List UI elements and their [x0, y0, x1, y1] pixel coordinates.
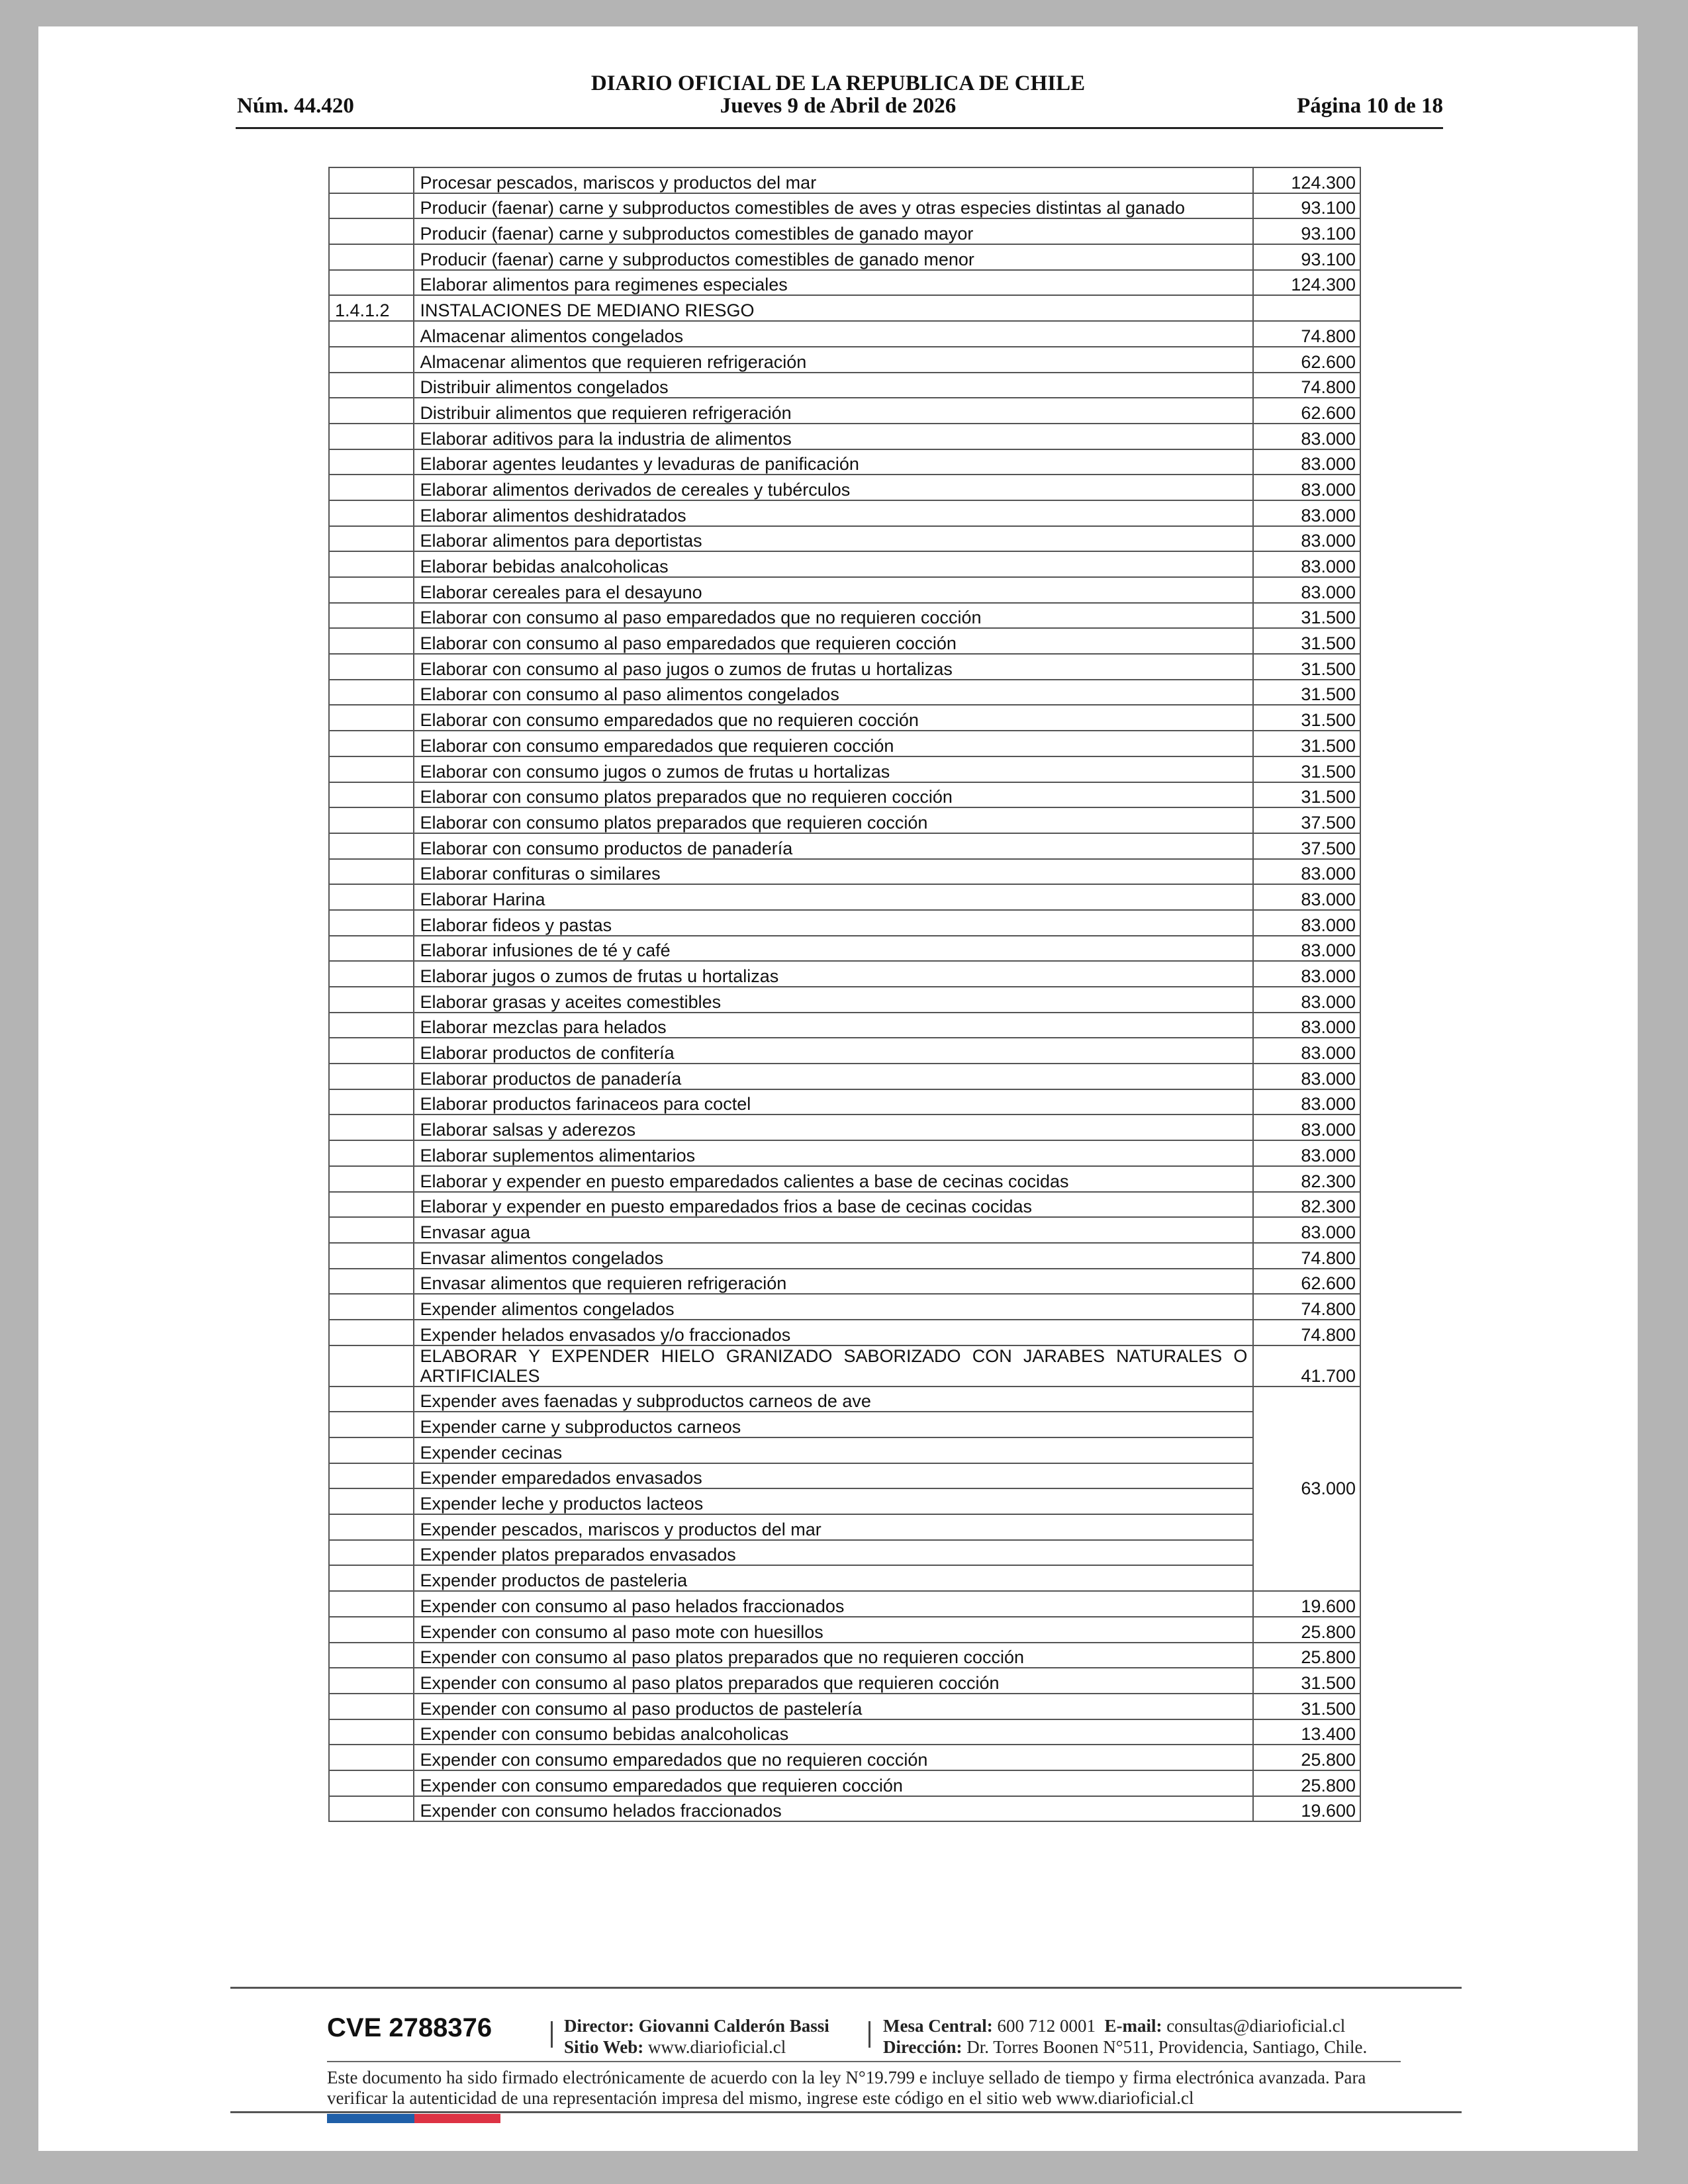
table-row [329, 551, 1360, 577]
table-row [329, 1013, 1360, 1038]
row-description: Elaborar aditivos para la industria de alimentos [414, 424, 1253, 449]
table-row [329, 961, 1360, 987]
table-row [329, 833, 1360, 859]
table-row [329, 884, 1360, 910]
row-code [329, 398, 414, 424]
table-row [329, 1269, 1360, 1295]
row-code [329, 705, 414, 731]
row-description: Procesar pescados, mariscos y productos del mar [414, 167, 1253, 193]
row-code [329, 1565, 414, 1591]
row-value: 93.100 [1253, 218, 1360, 244]
row-code [329, 1013, 414, 1038]
table-row [329, 424, 1360, 449]
row-code [329, 1694, 414, 1719]
row-value: 83.000 [1253, 424, 1360, 449]
row-description: Expender helados envasados y/o fraccionados [414, 1320, 1253, 1345]
footer-divider-bottom [230, 2111, 1462, 2113]
table-row [329, 449, 1360, 475]
row-value [1253, 295, 1360, 321]
row-value: 83.000 [1253, 1038, 1360, 1064]
row-value: 82.300 [1253, 1192, 1360, 1218]
row-description: Expender pescados, mariscos y productos del mar [414, 1514, 1253, 1540]
issue-number: Núm. 44.420 [237, 94, 354, 118]
email-label: E-mail: [1104, 2016, 1162, 2036]
table-row [329, 1089, 1360, 1115]
row-description: Elaborar grasas y aceites comestibles [414, 987, 1253, 1013]
row-description: Envasar alimentos que requieren refrigeración [414, 1269, 1253, 1295]
row-description: Elaborar jugos o zumos de frutas u hortalizas [414, 961, 1253, 987]
row-value: 25.800 [1253, 1745, 1360, 1770]
table-row [329, 1668, 1360, 1694]
table-row [329, 1719, 1360, 1745]
table-row [329, 321, 1360, 347]
row-value: 83.000 [1253, 577, 1360, 603]
table-row [329, 1345, 1360, 1387]
table-row [329, 167, 1360, 193]
gazette-title: DIARIO OFICIAL DE LA REPUBLICA DE CHILE [590, 71, 1086, 95]
row-description: Expender platos preparados envasados [414, 1540, 1253, 1566]
row-code [329, 859, 414, 885]
row-description: Expender alimentos congelados [414, 1294, 1253, 1320]
row-code [329, 910, 414, 936]
row-code [329, 1745, 414, 1770]
row-code [329, 449, 414, 475]
table-row [329, 1796, 1360, 1822]
row-code [329, 1064, 414, 1089]
row-description: Expender con consumo al paso platos preparados que requieren cocción [414, 1668, 1253, 1694]
row-value: 13.400 [1253, 1719, 1360, 1745]
table-row [329, 347, 1360, 373]
flag-stripe-blue [327, 2114, 414, 2123]
row-description: Elaborar alimentos derivados de cereales y tubérculos [414, 475, 1253, 500]
row-description: Elaborar productos farinaceos para coctel [414, 1089, 1253, 1115]
row-code [329, 1591, 414, 1617]
row-code [329, 321, 414, 347]
row-description: Expender con consumo emparedados que requieren cocción [414, 1770, 1253, 1796]
row-value: 82.300 [1253, 1166, 1360, 1192]
row-value: 19.600 [1253, 1591, 1360, 1617]
row-value: 74.800 [1253, 1294, 1360, 1320]
row-description: Expender con consumo al paso platos preparados que no requieren cocción [414, 1643, 1253, 1668]
row-description: Producir (faenar) carne y subproductos comestibles de aves y otras especies distintas al ganado [414, 193, 1253, 219]
row-value: 62.600 [1253, 1269, 1360, 1295]
row-code [329, 1217, 414, 1243]
table-row [329, 910, 1360, 936]
row-code [329, 1770, 414, 1796]
row-value: 83.000 [1253, 1089, 1360, 1115]
row-value: 83.000 [1253, 475, 1360, 500]
table-row [329, 1038, 1360, 1064]
row-code [329, 680, 414, 705]
address-line [883, 2037, 1367, 2058]
row-description: Elaborar con consumo emparedados que no requieren cocción [414, 705, 1253, 731]
table-row [329, 1320, 1360, 1345]
row-description: Elaborar fideos y pastas [414, 910, 1253, 936]
row-code [329, 1514, 414, 1540]
table-row [329, 1591, 1360, 1617]
row-value: 31.500 [1253, 731, 1360, 756]
table-row [329, 475, 1360, 500]
row-description: Elaborar con consumo al paso emparedados que no requieren cocción [414, 603, 1253, 629]
row-code [329, 782, 414, 808]
row-description: Elaborar cereales para el desayuno [414, 577, 1253, 603]
director-label: Director: [564, 2016, 634, 2036]
row-code [329, 1463, 414, 1489]
row-value: 31.500 [1253, 628, 1360, 654]
rates-table-body [329, 167, 1360, 1821]
table-row [329, 373, 1360, 398]
website-link[interactable]: www.diarioficial.cl [648, 2037, 786, 2057]
row-code [329, 1294, 414, 1320]
row-value: 31.500 [1253, 680, 1360, 705]
table-row [329, 500, 1360, 526]
table-row [329, 244, 1360, 270]
row-description: Envasar alimentos congelados [414, 1243, 1253, 1269]
row-code [329, 833, 414, 859]
row-code [329, 244, 414, 270]
table-row [329, 936, 1360, 962]
table-row [329, 1540, 1360, 1566]
row-description: Almacenar alimentos congelados [414, 321, 1253, 347]
row-description: Elaborar suplementos alimentarios [414, 1140, 1253, 1166]
table-row [329, 1437, 1360, 1463]
table-row [329, 270, 1360, 296]
row-value: 31.500 [1253, 705, 1360, 731]
row-value: 74.800 [1253, 1243, 1360, 1269]
table-row [329, 756, 1360, 782]
row-value: 83.000 [1253, 1064, 1360, 1089]
group-value: 63.000 [1253, 1387, 1360, 1592]
table-row [329, 1770, 1360, 1796]
table-row [329, 1192, 1360, 1218]
table-row [329, 1166, 1360, 1192]
row-code [329, 884, 414, 910]
row-value: 124.300 [1253, 270, 1360, 296]
row-value: 25.800 [1253, 1643, 1360, 1668]
row-description: Expender con consumo al paso productos de pastelería [414, 1694, 1253, 1719]
row-code [329, 807, 414, 833]
row-code [329, 1617, 414, 1643]
table-row [329, 1643, 1360, 1668]
row-description: Elaborar Harina [414, 884, 1253, 910]
row-value: 19.600 [1253, 1796, 1360, 1822]
row-code [329, 270, 414, 296]
row-value: 62.600 [1253, 398, 1360, 424]
row-code [329, 1089, 414, 1115]
row-code: 1.4.1.2 [329, 295, 414, 321]
row-code [329, 961, 414, 987]
row-value: 37.500 [1253, 807, 1360, 833]
table-row [329, 1565, 1360, 1591]
table-row [329, 1294, 1360, 1320]
rates-table [328, 167, 1361, 1822]
table-row [329, 1243, 1360, 1269]
row-value: 83.000 [1253, 884, 1360, 910]
row-description: Elaborar con consumo productos de panadería [414, 833, 1253, 859]
table-row [329, 398, 1360, 424]
row-value: 74.800 [1253, 373, 1360, 398]
website-label: Sitio Web: [564, 2037, 644, 2057]
row-description: Elaborar confituras o similares [414, 859, 1253, 885]
row-value: 83.000 [1253, 526, 1360, 552]
table-row [329, 705, 1360, 731]
row-code [329, 551, 414, 577]
table-row [329, 1694, 1360, 1719]
phone-label: Mesa Central: [883, 2016, 993, 2036]
issue-date: Jueves 9 de Abril de 2026 [720, 94, 957, 118]
row-code [329, 1412, 414, 1437]
website-line [564, 2037, 786, 2058]
row-code [329, 936, 414, 962]
row-code [329, 500, 414, 526]
table-row [329, 1387, 1360, 1412]
row-code [329, 1243, 414, 1269]
row-code [329, 193, 414, 219]
row-description: Elaborar y expender en puesto emparedados calientes a base de cecinas cocidas [414, 1166, 1253, 1192]
row-code [329, 731, 414, 756]
table-row [329, 807, 1360, 833]
row-value: 41.700 [1253, 1345, 1360, 1387]
row-value: 37.500 [1253, 833, 1360, 859]
row-description: Expender con consumo emparedados que no requieren cocción [414, 1745, 1253, 1770]
row-code [329, 1140, 414, 1166]
row-value: 31.500 [1253, 654, 1360, 680]
row-value: 83.000 [1253, 500, 1360, 526]
row-value: 83.000 [1253, 859, 1360, 885]
row-code [329, 987, 414, 1013]
director-name: Giovanni Calderón Bassi [638, 2016, 829, 2036]
row-description: Elaborar con consumo platos preparados que no requieren cocción [414, 782, 1253, 808]
row-description: Expender aves faenadas y subproductos carneos de ave [414, 1387, 1253, 1412]
row-description: ELABORAR Y EXPENDER HIELO GRANIZADO SABORIZADO CON JARABES NATURALES O ARTIFICIALES [414, 1345, 1253, 1387]
row-description: Expender leche y productos lacteos [414, 1488, 1253, 1514]
row-code [329, 1387, 414, 1412]
row-code [329, 654, 414, 680]
row-description: Elaborar con consumo al paso alimentos congelados [414, 680, 1253, 705]
signature-note: Este documento ha sido firmado electrónicamente de acuerdo con la ley N°19.799 e incluye sellado de tiempo y firma electrónica avanzada. Para verificar la autenticidad de una representación impresa del mismo, ingrese este código en el sitio web www.diarioficial.cl [327, 2068, 1366, 2108]
table-row [329, 1140, 1360, 1166]
row-code [329, 756, 414, 782]
address-text: Dr. Torres Boonen N°511, Providencia, Santiago, Chile. [966, 2037, 1368, 2057]
row-value: 25.800 [1253, 1617, 1360, 1643]
row-description: Expender productos de pasteleria [414, 1565, 1253, 1591]
row-code [329, 475, 414, 500]
row-code [329, 1796, 414, 1822]
table-row [329, 193, 1360, 219]
row-value: 93.100 [1253, 244, 1360, 270]
row-code [329, 1488, 414, 1514]
table-row [329, 577, 1360, 603]
director-line [564, 2016, 829, 2036]
footer-divider-middle [327, 2061, 1401, 2062]
row-code [329, 628, 414, 654]
row-description: Distribuir alimentos que requieren refrigeración [414, 398, 1253, 424]
table-row [329, 782, 1360, 808]
row-code [329, 1668, 414, 1694]
row-description: Elaborar alimentos para deportistas [414, 526, 1253, 552]
row-description: Elaborar con consumo emparedados que requieren cocción [414, 731, 1253, 756]
row-description: Elaborar productos de panadería [414, 1064, 1253, 1089]
row-description: Elaborar mezclas para helados [414, 1013, 1253, 1038]
row-value: 83.000 [1253, 1140, 1360, 1166]
address-label: Dirección: [883, 2037, 962, 2057]
row-value: 124.300 [1253, 167, 1360, 193]
row-code [329, 1437, 414, 1463]
row-description: Elaborar con consumo al paso jugos o zumos de frutas u hortalizas [414, 654, 1253, 680]
row-description: Expender con consumo bebidas analcoholicas [414, 1719, 1253, 1745]
row-value: 31.500 [1253, 756, 1360, 782]
row-description: Producir (faenar) carne y subproductos comestibles de ganado menor [414, 244, 1253, 270]
row-value: 83.000 [1253, 987, 1360, 1013]
row-value: 83.000 [1253, 1013, 1360, 1038]
row-description: Elaborar con consumo jugos o zumos de frutas u hortalizas [414, 756, 1253, 782]
table-row [329, 526, 1360, 552]
row-code [329, 526, 414, 552]
table-row [329, 859, 1360, 885]
row-code [329, 424, 414, 449]
row-value: 83.000 [1253, 449, 1360, 475]
row-description: Expender carne y subproductos carneos [414, 1412, 1253, 1437]
footer-divider-top [230, 1987, 1462, 1989]
row-description: Expender con consumo al paso mote con huesillos [414, 1617, 1253, 1643]
contact-line [883, 2016, 1345, 2036]
row-value: 74.800 [1253, 1320, 1360, 1345]
table-row [329, 654, 1360, 680]
table-row [329, 987, 1360, 1013]
row-description: Elaborar con consumo al paso emparedados que requieren cocción [414, 628, 1253, 654]
row-value: 31.500 [1253, 1694, 1360, 1719]
table-row [329, 1514, 1360, 1540]
table-row [329, 1463, 1360, 1489]
table-row [329, 1115, 1360, 1140]
table-row [329, 1617, 1360, 1643]
row-description: Producir (faenar) carne y subproductos comestibles de ganado mayor [414, 218, 1253, 244]
row-value: 31.500 [1253, 1668, 1360, 1694]
row-description: Expender con consumo helados fraccionados [414, 1796, 1253, 1822]
row-description: Elaborar alimentos para regimenes especiales [414, 270, 1253, 296]
row-description: Expender cecinas [414, 1437, 1253, 1463]
row-value: 74.800 [1253, 321, 1360, 347]
row-description: Elaborar y expender en puesto emparedados frios a base de cecinas cocidas [414, 1192, 1253, 1218]
row-value: 83.000 [1253, 961, 1360, 987]
row-code [329, 373, 414, 398]
row-value: 62.600 [1253, 347, 1360, 373]
row-description: Expender emparedados envasados [414, 1463, 1253, 1489]
row-code [329, 218, 414, 244]
row-code [329, 1038, 414, 1064]
table-row [329, 1412, 1360, 1437]
row-code [329, 1192, 414, 1218]
phone-number: 600 712 0001 [997, 2016, 1096, 2036]
row-description: Elaborar infusiones de té y café [414, 936, 1253, 962]
row-code [329, 1719, 414, 1745]
table-row [329, 731, 1360, 756]
row-value: 31.500 [1253, 603, 1360, 629]
row-value: 25.800 [1253, 1770, 1360, 1796]
row-code [329, 1345, 414, 1387]
table-row [329, 1217, 1360, 1243]
table-row [329, 628, 1360, 654]
row-description: Elaborar agentes leudantes y levaduras de panificación [414, 449, 1253, 475]
row-code [329, 1269, 414, 1295]
row-value: 31.500 [1253, 782, 1360, 808]
row-description: Envasar agua [414, 1217, 1253, 1243]
cve-code: CVE 2788376 [327, 2013, 492, 2042]
row-code [329, 603, 414, 629]
table-row [329, 295, 1360, 321]
row-code [329, 1166, 414, 1192]
row-code [329, 1320, 414, 1345]
row-description: Almacenar alimentos que requieren refrigeración [414, 347, 1253, 373]
flag-stripe-red [414, 2114, 500, 2123]
row-value: 93.100 [1253, 193, 1360, 219]
row-code [329, 347, 414, 373]
row-description: Elaborar bebidas analcoholicas [414, 551, 1253, 577]
row-description: Expender con consumo al paso helados fraccionados [414, 1591, 1253, 1617]
row-description: Elaborar alimentos deshidratados [414, 500, 1253, 526]
row-value: 83.000 [1253, 1217, 1360, 1243]
row-value: 83.000 [1253, 910, 1360, 936]
table-row [329, 1064, 1360, 1089]
table-row [329, 680, 1360, 705]
row-code [329, 1643, 414, 1668]
email-link[interactable]: consultas@diarioficial.cl [1166, 2016, 1346, 2036]
row-code [329, 1115, 414, 1140]
page-indicator: Página 10 de 18 [1297, 94, 1443, 118]
row-description: Elaborar salsas y aderezos [414, 1115, 1253, 1140]
table-row [329, 1745, 1360, 1770]
row-code [329, 167, 414, 193]
row-value: 83.000 [1253, 1115, 1360, 1140]
row-code [329, 577, 414, 603]
row-value: 83.000 [1253, 551, 1360, 577]
header-divider [236, 127, 1443, 129]
table-row [329, 1488, 1360, 1514]
row-description: Distribuir alimentos congelados [414, 373, 1253, 398]
row-code [329, 1540, 414, 1566]
document-page [38, 26, 1638, 2151]
footer-separator [868, 2021, 870, 2048]
footer-separator [551, 2021, 553, 2048]
row-value: 83.000 [1253, 936, 1360, 962]
table-row [329, 218, 1360, 244]
row-description: Elaborar con consumo platos preparados que requieren cocción [414, 807, 1253, 833]
row-description: Elaborar productos de confitería [414, 1038, 1253, 1064]
row-description: INSTALACIONES DE MEDIANO RIESGO [414, 295, 1253, 321]
table-row [329, 603, 1360, 629]
